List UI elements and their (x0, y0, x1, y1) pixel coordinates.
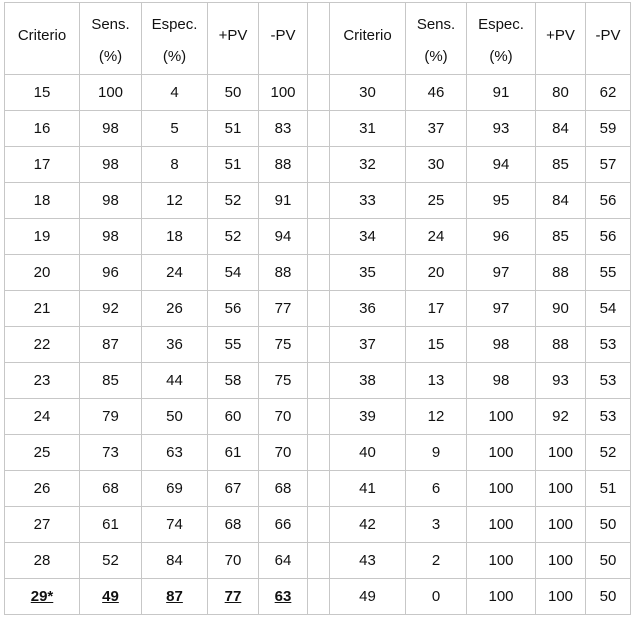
right-cell: 24 (406, 219, 467, 255)
left-cell: 18 (142, 219, 208, 255)
right-cell: 93 (467, 111, 536, 147)
right-cell: 55 (586, 255, 631, 291)
left-cell: 55 (208, 327, 259, 363)
right-cell: 100 (467, 543, 536, 579)
right-cell: 85 (536, 219, 586, 255)
left-cell: 87 (80, 327, 142, 363)
column-gap (308, 579, 330, 615)
column-gap (308, 3, 330, 75)
header-sens-unit: (%) (424, 48, 448, 65)
right-cell: 25 (406, 183, 467, 219)
header-sens-label: Sens. (91, 16, 130, 33)
right-cell: 54 (586, 291, 631, 327)
right-cell: 100 (467, 507, 536, 543)
right-cell: 100 (536, 579, 586, 615)
left-cell: 19 (5, 219, 80, 255)
left-cell: 20 (5, 255, 80, 291)
table-body (5, 75, 631, 615)
right-cell: 93 (536, 363, 586, 399)
right-cell: 92 (536, 399, 586, 435)
header-npv-right: -PV (586, 3, 631, 75)
right-cell: 34 (330, 219, 406, 255)
left-cell: 4 (142, 75, 208, 111)
right-cell: 17 (406, 291, 467, 327)
column-gap (308, 435, 330, 471)
right-cell: 51 (586, 471, 631, 507)
right-cell: 91 (467, 75, 536, 111)
right-cell: 59 (586, 111, 631, 147)
left-cell: 16 (5, 111, 80, 147)
left-cell: 27 (5, 507, 80, 543)
column-gap (308, 399, 330, 435)
left-cell: 50 (142, 399, 208, 435)
header-espec-left (142, 3, 208, 75)
left-cell: 36 (142, 327, 208, 363)
left-cell: 17 (5, 147, 80, 183)
right-cell: 100 (467, 579, 536, 615)
right-cell: 41 (330, 471, 406, 507)
left-cell: 69 (142, 471, 208, 507)
right-cell: 84 (536, 183, 586, 219)
left-cell: 88 (259, 255, 308, 291)
column-gap (308, 147, 330, 183)
left-cell: 94 (259, 219, 308, 255)
right-cell: 39 (330, 399, 406, 435)
left-cell: 85 (80, 363, 142, 399)
right-cell: 100 (536, 543, 586, 579)
left-cell: 61 (80, 507, 142, 543)
criteria-table-container (4, 2, 631, 615)
left-cell: 21 (5, 291, 80, 327)
column-gap (308, 255, 330, 291)
left-cell: 70 (259, 399, 308, 435)
right-cell: 57 (586, 147, 631, 183)
left-cell: 52 (80, 543, 142, 579)
right-cell: 98 (467, 327, 536, 363)
left-cell: 96 (80, 255, 142, 291)
right-cell: 100 (536, 435, 586, 471)
table-row (5, 435, 631, 471)
left-cell: 87 (142, 579, 208, 615)
table-row (5, 327, 631, 363)
left-cell: 26 (142, 291, 208, 327)
right-cell: 35 (330, 255, 406, 291)
right-cell: 38 (330, 363, 406, 399)
left-cell: 91 (259, 183, 308, 219)
left-cell: 68 (208, 507, 259, 543)
left-cell: 75 (259, 327, 308, 363)
table-row (5, 183, 631, 219)
left-cell: 64 (259, 543, 308, 579)
header-ppv-left: +PV (208, 3, 259, 75)
right-cell: 37 (330, 327, 406, 363)
right-cell: 52 (586, 435, 631, 471)
right-cell: 50 (586, 579, 631, 615)
right-cell: 84 (536, 111, 586, 147)
header-ppv-right: +PV (536, 3, 586, 75)
left-cell: 77 (259, 291, 308, 327)
right-cell: 32 (330, 147, 406, 183)
left-cell: 79 (80, 399, 142, 435)
left-cell: 23 (5, 363, 80, 399)
left-cell: 58 (208, 363, 259, 399)
left-cell: 29* (5, 579, 80, 615)
left-cell: 66 (259, 507, 308, 543)
right-cell: 56 (586, 219, 631, 255)
left-cell: 98 (80, 111, 142, 147)
right-cell: 40 (330, 435, 406, 471)
left-cell: 88 (259, 147, 308, 183)
left-cell: 77 (208, 579, 259, 615)
right-cell: 15 (406, 327, 467, 363)
right-cell: 100 (467, 435, 536, 471)
left-cell: 49 (80, 579, 142, 615)
left-cell: 15 (5, 75, 80, 111)
left-cell: 5 (142, 111, 208, 147)
right-cell: 98 (467, 363, 536, 399)
left-cell: 22 (5, 327, 80, 363)
right-cell: 50 (586, 543, 631, 579)
left-cell: 100 (259, 75, 308, 111)
left-cell: 63 (142, 435, 208, 471)
column-gap (308, 471, 330, 507)
right-cell: 88 (536, 327, 586, 363)
header-sens-right (406, 3, 467, 75)
table-row (5, 471, 631, 507)
right-cell: 97 (467, 291, 536, 327)
table-row (5, 363, 631, 399)
left-cell: 74 (142, 507, 208, 543)
left-cell: 67 (208, 471, 259, 507)
right-cell: 0 (406, 579, 467, 615)
left-cell: 52 (208, 219, 259, 255)
column-gap (308, 327, 330, 363)
right-cell: 97 (467, 255, 536, 291)
left-cell: 98 (80, 183, 142, 219)
table-row (5, 291, 631, 327)
right-cell: 80 (536, 75, 586, 111)
header-npv-left: -PV (259, 3, 308, 75)
right-cell: 31 (330, 111, 406, 147)
left-cell: 50 (208, 75, 259, 111)
right-cell: 50 (586, 507, 631, 543)
left-cell: 70 (208, 543, 259, 579)
right-cell: 37 (406, 111, 467, 147)
left-cell: 84 (142, 543, 208, 579)
left-cell: 12 (142, 183, 208, 219)
header-espec-unit: (%) (162, 48, 187, 65)
header-sens-left (80, 3, 142, 75)
left-cell: 28 (5, 543, 80, 579)
left-cell: 44 (142, 363, 208, 399)
left-cell: 24 (142, 255, 208, 291)
right-cell: 88 (536, 255, 586, 291)
table-row (5, 507, 631, 543)
table-row (5, 255, 631, 291)
table-row (5, 579, 631, 615)
right-cell: 53 (586, 363, 631, 399)
left-cell: 75 (259, 363, 308, 399)
left-cell: 98 (80, 219, 142, 255)
left-cell: 100 (80, 75, 142, 111)
header-espec-label: Espec. (151, 16, 198, 33)
column-gap (308, 111, 330, 147)
right-cell: 53 (586, 399, 631, 435)
table-row (5, 399, 631, 435)
table-row (5, 543, 631, 579)
table-row (5, 75, 631, 111)
right-cell: 13 (406, 363, 467, 399)
left-cell: 68 (259, 471, 308, 507)
right-cell: 56 (586, 183, 631, 219)
left-cell: 70 (259, 435, 308, 471)
header-criterio-left: Criterio (5, 3, 80, 75)
right-cell: 100 (536, 471, 586, 507)
column-gap (308, 363, 330, 399)
right-cell: 94 (467, 147, 536, 183)
table-row (5, 111, 631, 147)
right-cell: 30 (330, 75, 406, 111)
left-cell: 25 (5, 435, 80, 471)
column-gap (308, 183, 330, 219)
header-sens-label: Sens. (416, 16, 456, 33)
right-cell: 46 (406, 75, 467, 111)
header-sens-unit: (%) (98, 48, 123, 65)
left-cell: 51 (208, 111, 259, 147)
left-cell: 52 (208, 183, 259, 219)
right-cell: 12 (406, 399, 467, 435)
right-cell: 33 (330, 183, 406, 219)
left-cell: 98 (80, 147, 142, 183)
left-cell: 61 (208, 435, 259, 471)
right-cell: 53 (586, 327, 631, 363)
column-gap (308, 75, 330, 111)
criteria-table (4, 2, 631, 615)
left-cell: 83 (259, 111, 308, 147)
left-cell: 26 (5, 471, 80, 507)
right-cell: 20 (406, 255, 467, 291)
left-cell: 56 (208, 291, 259, 327)
right-cell: 2 (406, 543, 467, 579)
right-cell: 62 (586, 75, 631, 111)
right-cell: 49 (330, 579, 406, 615)
left-cell: 68 (80, 471, 142, 507)
header-criterio-right: Criterio (330, 3, 406, 75)
right-cell: 42 (330, 507, 406, 543)
right-cell: 43 (330, 543, 406, 579)
right-cell: 100 (536, 507, 586, 543)
column-gap (308, 543, 330, 579)
left-cell: 73 (80, 435, 142, 471)
table-row (5, 147, 631, 183)
left-cell: 24 (5, 399, 80, 435)
column-gap (308, 507, 330, 543)
right-cell: 3 (406, 507, 467, 543)
left-cell: 18 (5, 183, 80, 219)
right-cell: 96 (467, 219, 536, 255)
right-cell: 100 (467, 399, 536, 435)
right-cell: 85 (536, 147, 586, 183)
right-cell: 9 (406, 435, 467, 471)
left-cell: 51 (208, 147, 259, 183)
right-cell: 36 (330, 291, 406, 327)
left-cell: 92 (80, 291, 142, 327)
table-row (5, 219, 631, 255)
header-espec-unit: (%) (489, 48, 513, 65)
left-cell: 8 (142, 147, 208, 183)
column-gap (308, 219, 330, 255)
left-cell: 54 (208, 255, 259, 291)
left-cell: 60 (208, 399, 259, 435)
right-cell: 95 (467, 183, 536, 219)
right-cell: 30 (406, 147, 467, 183)
right-cell: 90 (536, 291, 586, 327)
left-cell: 63 (259, 579, 308, 615)
right-cell: 6 (406, 471, 467, 507)
header-espec-label: Espec. (478, 16, 524, 33)
right-cell: 100 (467, 471, 536, 507)
header-espec-right (467, 3, 536, 75)
column-gap (308, 291, 330, 327)
header-row (5, 3, 631, 75)
